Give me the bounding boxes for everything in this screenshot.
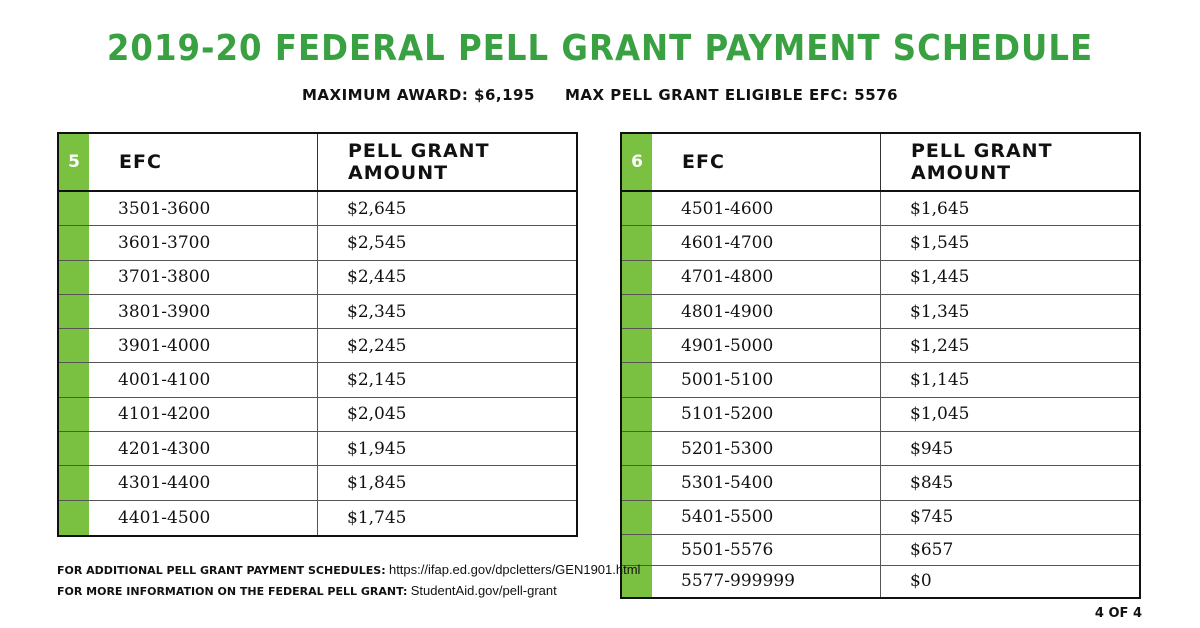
efc-range-cell: 3701-3800	[89, 261, 318, 294]
pell-grant-info-link[interactable]: StudentAid.gov/pell-grant	[410, 583, 557, 598]
grant-amount-cell: $1,645	[910, 198, 970, 219]
row-accent-bar	[622, 226, 652, 259]
grant-amount-cell: $2,045	[347, 404, 407, 425]
efc-range-cell: 5101-5200	[652, 398, 881, 431]
table-row	[59, 192, 576, 226]
efc-range-cell: 4901-5000	[652, 329, 881, 362]
grant-amount-cell: $2,645	[347, 198, 407, 219]
grant-amount-cell: $1,245	[910, 335, 970, 356]
grant-amount-cell: $1,345	[910, 301, 970, 322]
grant-amount-cell: $2,145	[347, 370, 407, 391]
amount-column-header: PELL GRANT AMOUNT	[911, 140, 1053, 184]
efc-column-header: EFC	[89, 134, 318, 190]
table-row	[59, 398, 576, 432]
grant-amount-cell: $2,245	[347, 335, 407, 356]
table-row	[59, 466, 576, 500]
efc-range-cell: 3501-3600	[89, 192, 318, 225]
table-row	[622, 192, 1139, 226]
footer-label: FOR ADDITIONAL PELL GRANT PAYMENT SCHEDULES:	[57, 564, 386, 577]
row-accent-bar	[622, 295, 652, 328]
efc-range-cell: 3601-3700	[89, 226, 318, 259]
efc-range-cell: 5001-5100	[652, 363, 881, 396]
row-accent-bar	[59, 295, 89, 328]
pell-schedule-table-6	[620, 132, 1141, 599]
grant-amount-cell: $1,445	[910, 267, 970, 288]
schedules-link[interactable]: https://ifap.ed.gov/dpcletters/GEN1901.html	[388, 562, 641, 577]
efc-column-header: EFC	[652, 134, 881, 190]
pell-schedule-table-5	[57, 132, 578, 537]
table-row	[59, 261, 576, 295]
table-row	[622, 363, 1139, 397]
row-accent-bar	[622, 432, 652, 465]
table-number-badge: 6	[622, 134, 652, 190]
table-body	[622, 192, 1139, 597]
max-efc-text: MAX PELL GRANT ELIGIBLE EFC: 5576	[564, 86, 899, 104]
table-row	[622, 329, 1139, 363]
table-header	[59, 134, 576, 192]
grant-amount-cell: $1,745	[347, 507, 407, 528]
efc-range-cell: 5501-5576	[652, 535, 881, 565]
efc-range-cell: 5401-5500	[652, 501, 881, 534]
table-row	[59, 329, 576, 363]
row-accent-bar	[622, 363, 652, 396]
table-row	[622, 566, 1139, 597]
grant-amount-cell: $1,045	[910, 404, 970, 425]
grant-amount-cell: $2,345	[347, 301, 407, 322]
award-summary	[0, 86, 1200, 104]
table-row	[59, 226, 576, 260]
grant-amount-cell: $845	[910, 473, 954, 494]
row-accent-bar	[59, 363, 89, 396]
row-accent-bar	[622, 398, 652, 431]
table-row	[59, 363, 576, 397]
row-accent-bar	[59, 466, 89, 499]
efc-range-cell: 3901-4000	[89, 329, 318, 362]
table-body	[59, 192, 576, 535]
grant-amount-cell: $1,545	[910, 232, 970, 253]
efc-range-cell: 4501-4600	[652, 192, 881, 225]
grant-amount-cell: $1,145	[910, 370, 970, 391]
efc-range-cell: 3801-3900	[89, 295, 318, 328]
row-accent-bar	[622, 261, 652, 294]
grant-amount-cell: $1,945	[347, 438, 407, 459]
efc-range-cell: 4101-4200	[89, 398, 318, 431]
grant-amount-cell: $745	[910, 507, 954, 528]
efc-range-cell: 4801-4900	[652, 295, 881, 328]
footer-label: FOR MORE INFORMATION ON THE FEDERAL PELL GRANT:	[57, 585, 408, 598]
table-row	[59, 295, 576, 329]
grant-amount-cell: $2,445	[347, 267, 407, 288]
grant-amount-cell: $657	[910, 539, 954, 560]
table-number-badge: 5	[59, 134, 89, 190]
row-accent-bar	[59, 192, 89, 225]
table-row	[59, 501, 576, 535]
efc-range-cell: 4301-4400	[89, 466, 318, 499]
max-award-text: MAXIMUM AWARD: $6,195	[301, 86, 535, 104]
footer-line-info	[57, 581, 640, 602]
page-title: 2019-20 FEDERAL PELL GRANT PAYMENT SCHEDULE	[106, 28, 1094, 69]
row-accent-bar	[622, 501, 652, 534]
footer-line-schedules	[57, 560, 640, 581]
table-row	[622, 295, 1139, 329]
row-accent-bar	[59, 398, 89, 431]
grant-amount-cell: $0	[910, 571, 932, 592]
efc-range-cell: 4401-4500	[89, 501, 318, 535]
row-accent-bar	[59, 261, 89, 294]
grant-amount-cell: $2,545	[347, 232, 407, 253]
efc-range-cell: 4001-4100	[89, 363, 318, 396]
grant-amount-cell: $945	[910, 438, 954, 459]
row-accent-bar	[622, 466, 652, 499]
efc-range-cell: 4201-4300	[89, 432, 318, 465]
grant-amount-cell: $1,845	[347, 473, 407, 494]
row-accent-bar	[622, 192, 652, 225]
table-row	[622, 466, 1139, 500]
table-row	[622, 501, 1139, 535]
amount-column-header: PELL GRANT AMOUNT	[348, 140, 490, 184]
table-row	[59, 432, 576, 466]
table-row	[622, 398, 1139, 432]
row-accent-bar	[622, 329, 652, 362]
efc-range-cell: 4601-4700	[652, 226, 881, 259]
page-number: 4 OF 4	[1094, 606, 1142, 621]
table-header	[622, 134, 1139, 192]
row-accent-bar	[59, 226, 89, 259]
footer-notes	[57, 560, 640, 602]
table-row	[622, 261, 1139, 295]
table-row	[622, 535, 1139, 566]
row-accent-bar	[59, 432, 89, 465]
table-row	[622, 226, 1139, 260]
row-accent-bar	[59, 501, 89, 535]
row-accent-bar	[59, 329, 89, 362]
table-row	[622, 432, 1139, 466]
efc-range-cell: 5577-999999	[652, 566, 881, 597]
efc-range-cell: 4701-4800	[652, 261, 881, 294]
efc-range-cell: 5201-5300	[652, 432, 881, 465]
efc-range-cell: 5301-5400	[652, 466, 881, 499]
